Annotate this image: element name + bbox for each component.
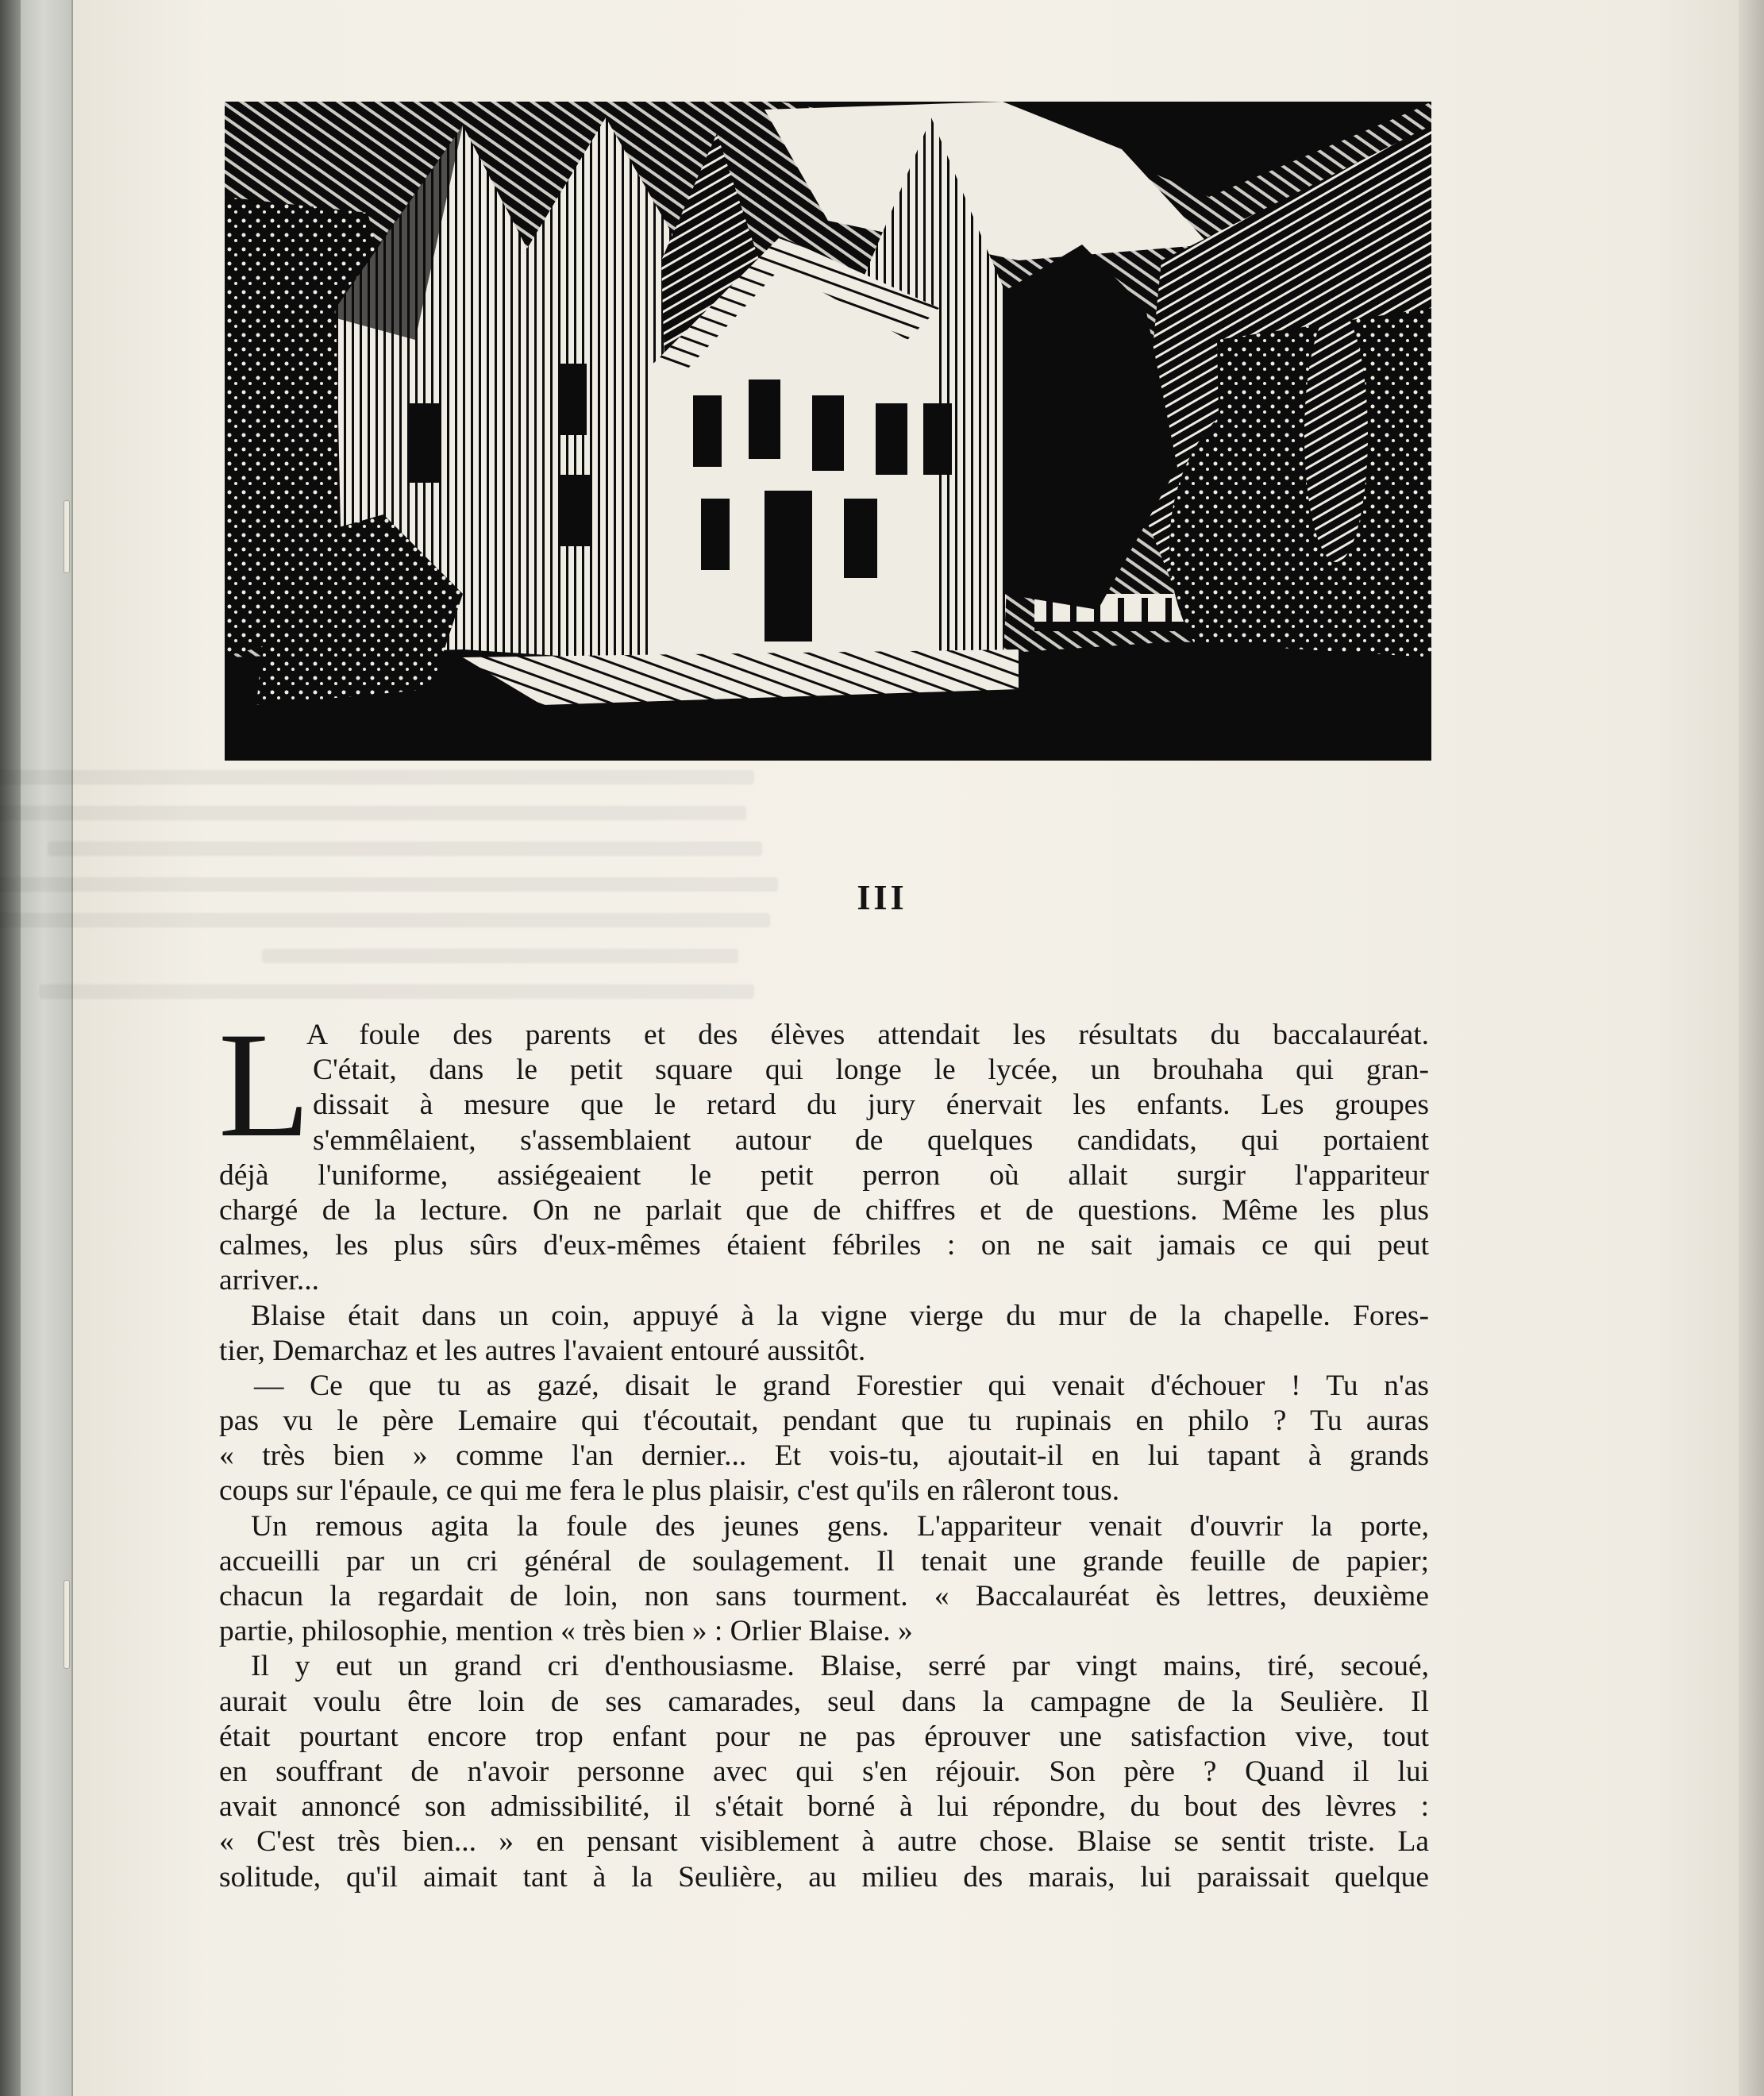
- text-line: avait annoncé son admissibilité, il s'était borné à lui répondre, du bout des lèvres :: [219, 1790, 1429, 1824]
- text-line: accueilli par un cri général de soulagement. Il tenait une grande feuille de papier;: [219, 1544, 1429, 1578]
- scan-border: [0, 0, 21, 2096]
- chateau-woodcut-image: [225, 102, 1431, 761]
- text-line: coups sur l'épaule, ce qui me fera le plus plaisir, c'est qu'ils en râleront tous.: [219, 1474, 1120, 1508]
- text-line: chargé de la lecture. On ne parlait que de chiffres et de questions. Même les plus: [219, 1193, 1429, 1227]
- chapter-text: [219, 1018, 1429, 1895]
- text-line: pas vu le père Lemaire qui t'écoutait, pendant que tu rupinais en philo ? Tu auras: [219, 1404, 1429, 1438]
- chapter-number: III: [857, 878, 907, 917]
- text-line-content: A foule des parents et des élèves attendait les résultats du baccalauréat.: [306, 1019, 1429, 1051]
- text-line: calmes, les plus sûrs d'eux-mêmes étaient fébriles : on ne sait jamais ce qui peut: [219, 1229, 1429, 1262]
- text-line: tier, Demarchaz et les autres l'avaient entouré aussitôt.: [219, 1334, 866, 1367]
- page-edge: [1739, 0, 1764, 2096]
- text-line: chacun la regardait de loin, non sans tourment. « Baccalauréat ès lettres, deuxième: [219, 1580, 1429, 1612]
- text-line: déjà l'uniforme, assiégeaient le petit perron où allait surgir l'appariteur: [219, 1158, 1429, 1192]
- text-line: était pourtant encore trop enfant pour ne pas éprouver une satisfaction vive, tout: [219, 1720, 1429, 1753]
- text-line: C'était, dans le petit square qui longe le lycée, un brouhaha qui gran-: [313, 1054, 1429, 1087]
- woodcut-illustration: [225, 102, 1431, 761]
- text-line: « très bien » comme l'an dernier... Et vois-tu, ajoutait-il en lui tapant à grands: [219, 1439, 1429, 1473]
- text-line: — Ce que tu as gazé, disait le grand Forestier qui venait d'échouer ! Tu n'as: [254, 1369, 1429, 1402]
- text-line: s'emmêlaient, s'assemblaient autour de quelques candidats, qui portaient: [313, 1123, 1429, 1157]
- text-line: en souffrant de n'avoir personne avec qui s'en réjouir. Son père ? Quand il lui: [219, 1755, 1429, 1788]
- text-line: arriver...: [219, 1264, 319, 1297]
- text-line: aurait voulu être loin de ses camarades, seul dans la campagne de la Seulière. Il: [219, 1685, 1429, 1718]
- book-spine: [21, 0, 73, 2096]
- drop-cap: L: [218, 1002, 311, 1169]
- text-line: [219, 1018, 1429, 1053]
- text-line: Blaise était dans un coin, appuyé à la vigne vierge du mur de la chapelle. Fores-: [251, 1299, 1429, 1332]
- binding-stitch: [64, 1580, 70, 1669]
- binding-stitch: [64, 500, 70, 573]
- text-line: « C'est très bien... » en pensant visiblement à autre chose. Blaise se sentit triste. La: [219, 1825, 1429, 1859]
- text-line: partie, philosophie, mention « très bien » : Orlier Blaise. »: [219, 1615, 913, 1648]
- text-line: solitude, qu'il aimait tant à la Seulière, au milieu des marais, lui paraissait quelque: [219, 1860, 1429, 1894]
- text-line: Un remous agita la foule des jeunes gens. L'appariteur venait d'ouvrir la porte,: [251, 1509, 1429, 1543]
- text-line: Il y eut un grand cri d'enthousiasme. Blaise, serré par vingt mains, tiré, secoué,: [251, 1650, 1429, 1683]
- text-line: dissait à mesure que le retard du jury énervait les enfants. Les groupes: [313, 1088, 1429, 1122]
